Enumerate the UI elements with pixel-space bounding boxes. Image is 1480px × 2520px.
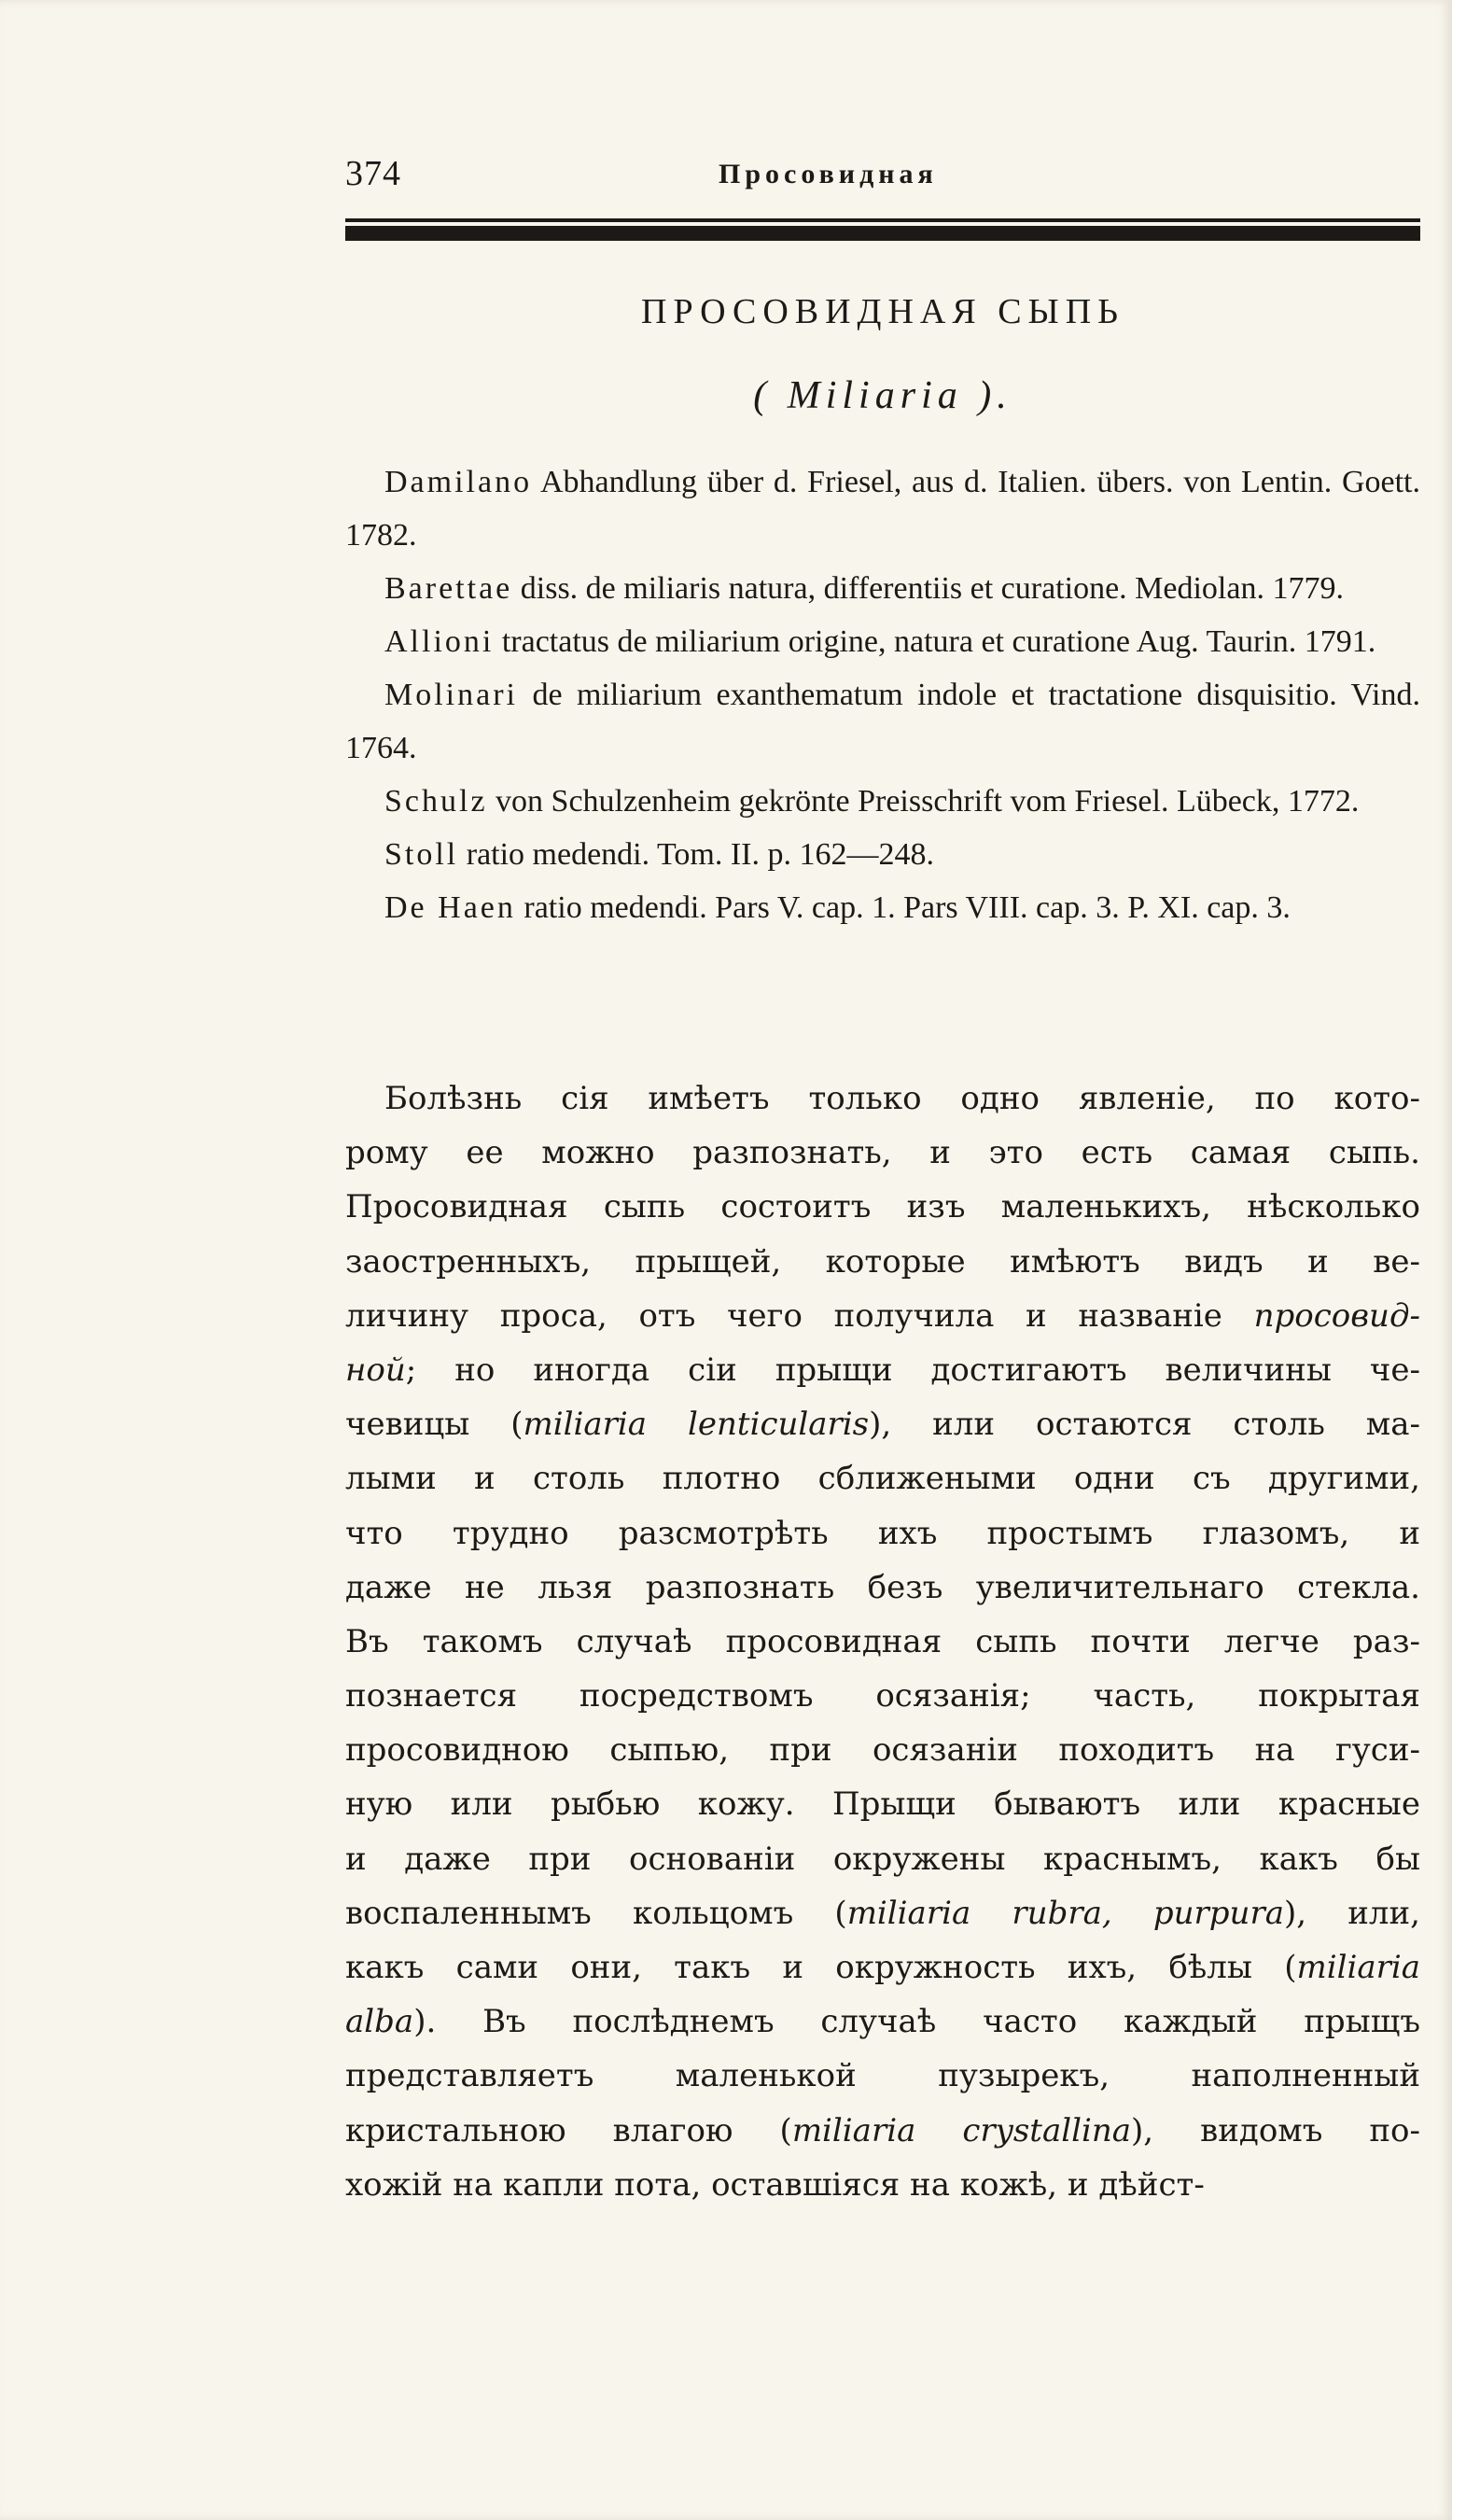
body-text-run: и даже при основаніи окружены краснымъ, какъ бы bbox=[345, 1840, 1420, 1878]
page-margin-edge bbox=[1452, 0, 1480, 2520]
body-line bbox=[345, 1343, 1420, 1397]
body-text-run: просовидною сыпью, при осязаніи походитъ на гуси- bbox=[345, 1731, 1420, 1770]
reference-item bbox=[345, 668, 1420, 775]
body-line bbox=[345, 1886, 1420, 1940]
reference-author: Allioni bbox=[384, 624, 495, 659]
body-text-run: хожій на капли пота, оставшіяся на кожѣ, и дѣйст- bbox=[345, 2165, 1205, 2204]
body-line bbox=[345, 1071, 1420, 1126]
body-text-run: заостренныхъ, прыщей, которые имѣютъ видъ и ве- bbox=[345, 1242, 1420, 1281]
reference-item bbox=[345, 615, 1420, 668]
body-text-run: Въ такомъ случаѣ просовидная сыпь почти легче раз- bbox=[345, 1622, 1420, 1660]
body-italic-run: alba bbox=[345, 2003, 414, 2041]
body-paragraph bbox=[345, 1071, 1420, 2212]
references-list bbox=[345, 455, 1420, 934]
body-italic-run: miliaria bbox=[1296, 1949, 1420, 1986]
body-line bbox=[345, 1397, 1420, 1451]
body-text-run: чевицы ( bbox=[345, 1406, 524, 1444]
body-text-run: лыми и столь плотно сближеными одни съ другими, bbox=[345, 1460, 1420, 1498]
body-line bbox=[345, 1777, 1420, 1831]
body-text-run: познается посредствомъ осязанія; часть, покрытая bbox=[345, 1677, 1420, 1715]
page-number: 374 bbox=[345, 154, 401, 193]
body-text-run: кристальною влагою ( bbox=[345, 2111, 792, 2149]
reference-author: Damilano bbox=[384, 465, 533, 499]
body-line bbox=[345, 1561, 1420, 1615]
body-text-run: Болѣзнь сія имѣетъ только одно явленіе, по кото- bbox=[384, 1080, 1420, 1117]
reference-item bbox=[345, 881, 1420, 934]
reference-author: Schulz bbox=[384, 784, 488, 819]
reference-author: Stoll bbox=[384, 837, 459, 872]
reference-text: tractatus de miliarium origine, natura et curatione Aug. Taurin. 1791. bbox=[494, 624, 1376, 659]
body-italic-run: ной bbox=[345, 1351, 406, 1389]
body-text-run: ), или, bbox=[1283, 1894, 1420, 1932]
body-line bbox=[345, 1995, 1420, 2049]
body-text-run: ), или остаются столь ма- bbox=[869, 1406, 1420, 1444]
body-line bbox=[345, 1235, 1420, 1289]
body-line bbox=[345, 2104, 1420, 2158]
body-line bbox=[345, 1723, 1420, 1777]
reference-author: Molinari bbox=[384, 678, 518, 712]
body-text-run: ). Въ послѣднемъ случаѣ часто каждый прыщъ bbox=[413, 2003, 1420, 2041]
reference-item bbox=[345, 828, 1420, 881]
body-line bbox=[345, 1451, 1420, 1505]
body-line bbox=[345, 1669, 1420, 1723]
body-line bbox=[345, 1126, 1420, 1180]
reference-author: Barettae bbox=[384, 571, 513, 606]
body-italic-run: miliaria crystallina bbox=[791, 2111, 1132, 2149]
body-line bbox=[345, 1940, 1420, 1995]
reference-text: diss. de miliaris natura, differentiis et curatione. Mediolan. 1779. bbox=[512, 571, 1344, 606]
header-rule-thin bbox=[345, 218, 1420, 222]
body-line bbox=[345, 2158, 1420, 2212]
body-line bbox=[345, 1506, 1420, 1561]
reference-item bbox=[345, 775, 1420, 828]
body-line bbox=[345, 1180, 1420, 1234]
body-text-run: ; но иногда сіи прыщи достигаютъ величины че- bbox=[405, 1351, 1420, 1389]
chapter-title: ПРОСОВИДНАЯ СЫПЬ bbox=[641, 292, 1124, 331]
body-italic-run: miliaria lenticularis bbox=[523, 1406, 870, 1444]
body-text-run: рому ее можно разпознать, и это есть самая сыпь. bbox=[345, 1134, 1420, 1172]
body-italic-run: miliaria rubra, purpura bbox=[846, 1894, 1284, 1932]
body-line bbox=[345, 1289, 1420, 1343]
running-head: Просовидная bbox=[719, 159, 938, 189]
reference-text: Abhandlung über d. Friesel, aus d. Italien. übers. von Lentin. Goett. 1782. bbox=[345, 465, 1420, 553]
header-rule-thick bbox=[345, 226, 1420, 241]
body-line bbox=[345, 1832, 1420, 1886]
chapter-subtitle: ( Miliaria ). bbox=[753, 374, 1012, 417]
body-text-run: личину проса, отъ чего получила и названіе bbox=[345, 1296, 1254, 1335]
body-italic-run: просовид- bbox=[1253, 1296, 1420, 1335]
reference-text: de miliarium exanthematum indole et tractatione disquisitio. Vind. 1764. bbox=[345, 678, 1420, 765]
body-text-run: что трудно разсмотрѣть ихъ простымъ глазомъ, и bbox=[345, 1514, 1420, 1552]
reference-item bbox=[345, 455, 1420, 562]
body-text-run: воспаленнымъ кольцомъ ( bbox=[345, 1894, 847, 1932]
body-text-run: даже не льзя разпознать безъ увеличительнаго стекла. bbox=[345, 1568, 1420, 1606]
body-text-run: какъ сами они, такъ и окружность ихъ, бѣлы ( bbox=[345, 1949, 1297, 1986]
body-text-run: Просовидная сыпь состоитъ изъ маленькихъ, нѣсколько bbox=[345, 1188, 1420, 1226]
reference-text: ratio medendi. Pars V. cap. 1. Pars VIII. cap. 3. P. XI. cap. 3. bbox=[515, 890, 1291, 925]
reference-author: De Haen bbox=[384, 890, 516, 925]
body-line bbox=[345, 2049, 1420, 2103]
body-text-run: ), видомъ по- bbox=[1131, 2111, 1420, 2149]
reference-text: ratio medendi. Tom. II. p. 162—248. bbox=[458, 837, 935, 872]
body-text-run: представляетъ маленькой пузырекъ, наполненный bbox=[345, 2057, 1420, 2095]
body-text-run: ную или рыбью кожу. Прыщи бываютъ или красные bbox=[345, 1785, 1420, 1824]
reference-item bbox=[345, 562, 1420, 615]
page-header bbox=[345, 153, 1418, 200]
body-line bbox=[345, 1615, 1420, 1669]
reference-text: von Schulzenheim gekrönte Preisschrift vom Friesel. Lübeck, 1772. bbox=[487, 784, 1360, 819]
